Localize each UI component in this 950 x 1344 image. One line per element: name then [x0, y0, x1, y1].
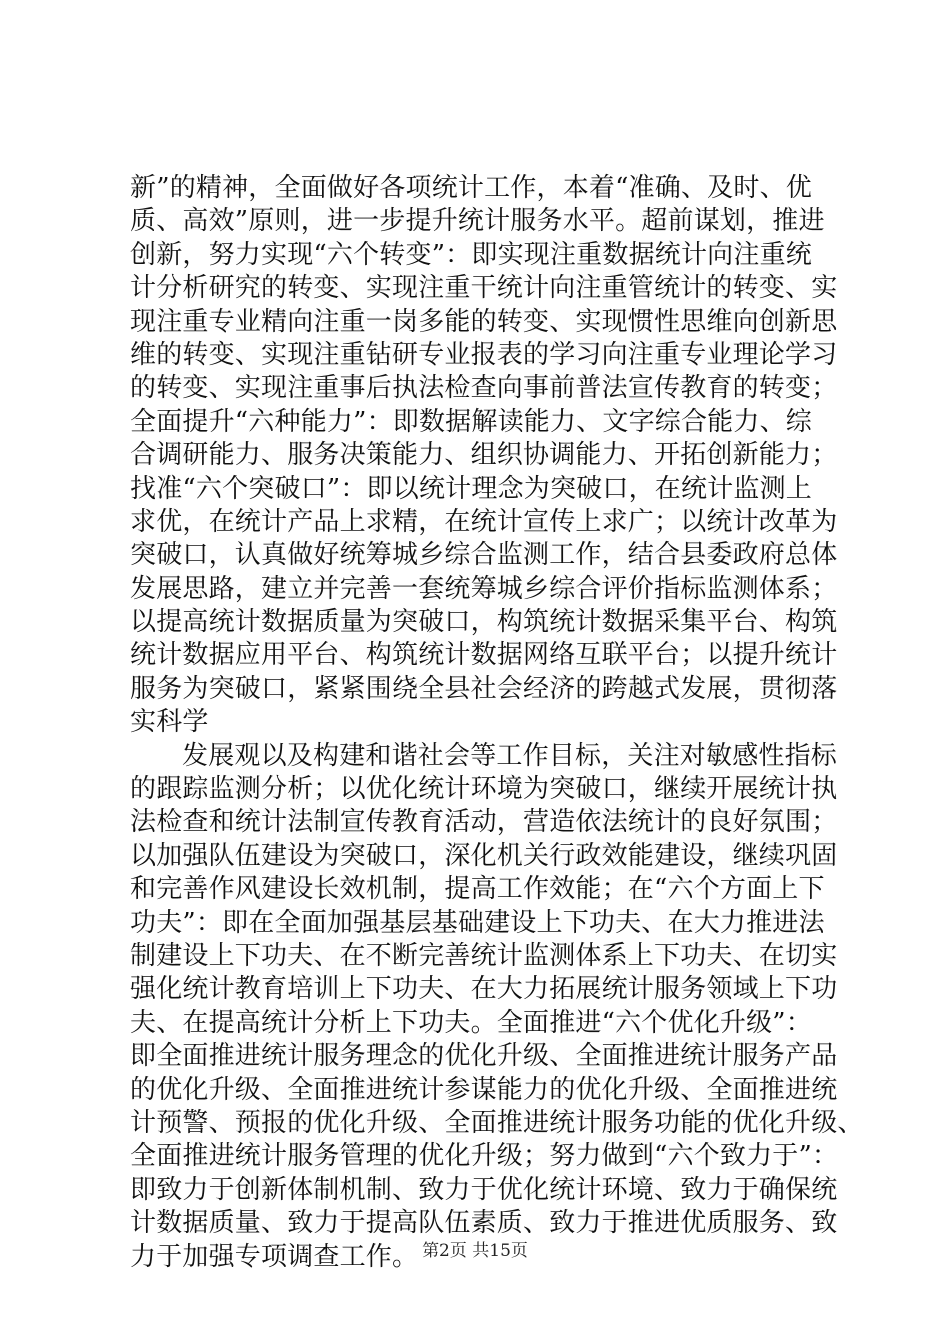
paragraph-2 [130, 740, 864, 1274]
text-line: 实科学 [130, 707, 209, 738]
text-line: 和完善作风建设长效机制，提高工作效能；在“六个方面上下 [130, 874, 825, 905]
document-body [130, 172, 864, 1274]
text-line: 合调研能力、服务决策能力、组织协调能力、开拓创新能力； [130, 440, 838, 471]
text-line: 即全面推进统计服务理念的优化升级、全面推进统计服务产品 [130, 1041, 838, 1072]
text-line: 维的转变、实现注重钻研专业报表的学习向注重专业理论学习 [130, 339, 838, 370]
text-line-indented: 发展观以及构建和谐社会等工作目标，关注对敏感性指标 [182, 740, 838, 771]
text-line: 力于加强专项调查工作。 [130, 1241, 419, 1272]
text-line: 服务为突破口，紧紧围绕全县社会经济的跨越式发展，贯彻落 [130, 673, 838, 704]
page-number-footer: 第2页 共15页 [422, 1241, 528, 1261]
text-line: 的转变、实现注重事后执法检查向事前普法宣传教育的转变； [130, 373, 838, 404]
text-line: 质、高效”原则，进一步提升统计服务水平。超前谋划，推进 [130, 206, 825, 237]
text-line: 夫、在提高统计分析上下功夫。全面推进“六个优化升级”： [130, 1007, 812, 1038]
text-line: 发展思路，建立并完善一套统筹城乡综合评价指标监测体系； [130, 573, 838, 604]
text-line: 新”的精神，全面做好各项统计工作，本着“准确、及时、优 [130, 173, 812, 203]
paragraph-1 [130, 172, 850, 740]
text-line: 计分析研究的转变、实现注重干统计向注重管统计的转变、实 [130, 273, 838, 304]
text-line: 法检查和统计法制宣传教育活动，营造依法统计的良好氛围； [130, 807, 838, 838]
text-line: 突破口，认真做好统筹城乡综合监测工作，结合县委政府总体 [130, 540, 838, 571]
text-line: 的跟踪监测分析；以优化统计环境为突破口，继续开展统计执 [130, 774, 838, 805]
text-line: 计数据质量、致力于提高队伍素质、致力于推进优质服务、致 [130, 1208, 838, 1239]
text-line: 以提高统计数据质量为突破口，构筑统计数据采集平台、构筑 [130, 607, 838, 638]
text-line: 全面提升“六种能力”：即数据解读能力、文字综合能力、综 [130, 406, 812, 437]
text-line: 强化统计教育培训上下功夫、在大力拓展统计服务领域上下功 [130, 974, 838, 1005]
text-line: 制建设上下功夫、在不断完善统计监测体系上下功夫、在切实 [130, 940, 838, 971]
text-line: 计预警、预报的优化升级、全面推进统计服务功能的优化升级、 [130, 1107, 864, 1138]
text-line: 功夫”：即在全面加强基层基础建设上下功夫、在大力推进法 [130, 907, 825, 938]
text-line: 以加强队伍建设为突破口，深化机关行政效能建设，继续巩固 [130, 840, 838, 871]
text-line: 求优，在统计产品上求精，在统计宣传上求广；以统计改革为 [130, 506, 838, 537]
text-line: 统计数据应用平台、构筑统计数据网络互联平台；以提升统计 [130, 640, 838, 671]
text-line: 创新，努力实现“六个转变”：即实现注重数据统计向注重统 [130, 239, 812, 270]
text-line: 找准“六个突破口”：即以统计理念为突破口，在统计监测上 [130, 473, 812, 504]
text-line: 即致力于创新体制机制、致力于优化统计环境、致力于确保统 [130, 1174, 838, 1205]
text-line: 现注重专业精向注重一岗多能的转变、实现惯性思维向创新思 [130, 306, 838, 337]
text-line: 全面推进统计服务管理的优化升级；努力做到“六个致力于”： [130, 1141, 839, 1172]
text-line: 的优化升级、全面推进统计参谋能力的优化升级、全面推进统 [130, 1074, 838, 1105]
